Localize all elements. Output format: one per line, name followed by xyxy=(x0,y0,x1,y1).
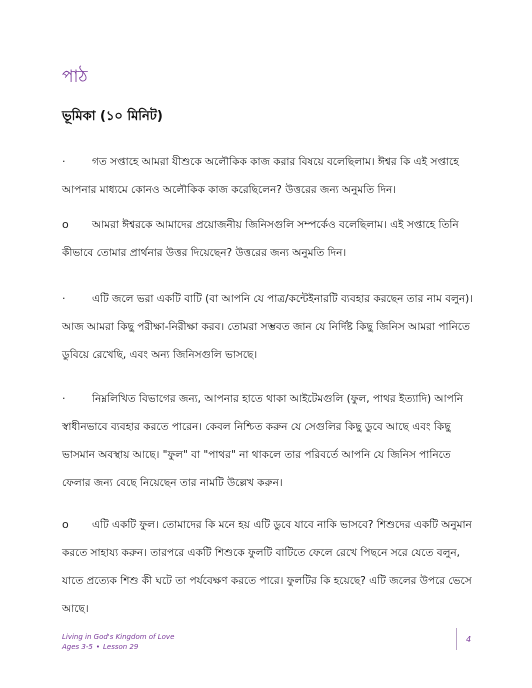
paragraph-text: এটি একটি ফুল। তোমাদের কি মনে হয় এটি ডুবে যাবে নাকি ভাসবে? শিশুদের একটি অনুমান করতে সাহায্য করুন। তারপরে একটি শিশুকে ফুলটি বাটিতে ফেলে রেখে পিছনে সরে যেতে বলুন, যাতে প্রত্যেক শিশু কী ঘটে তা পর্যবেক্ষণ করতে পারে। ফুলটির কি হয়েছে? এটি জলের উপরে ভেসে আছে। xyxy=(62,519,472,615)
paragraph-text: এটি জলে ভরা একটি বাটি (বা আপনি যে পাত্র/কন্টেইনারটি ব্যবহার করছেন তার নাম বলুন)। আজ আমরা কিছু পরীক্ষা-নিরীক্ষা করব। তোমরা সম্ভবত জান যে নির্দিষ্ট কিছু জিনিস আমরা পানিতে ডুবিয়ে রেখেছি, এবং অন্য জিনিসগুলি ভাসছে। xyxy=(62,293,473,361)
bullet-marker: · xyxy=(62,292,66,305)
footer-series-info xyxy=(62,632,174,652)
paragraph-text: নিম্নলিখিত বিভাগের জন্য, আপনার হাতে থাকা আইটেমগুলি (ফুল, পাথর ইত্যাদি) আপনি স্বাধীনভাবে ব্যবহার করতে পারেন। কেবল নিশ্চিত করুন যে সেগুলির কিছু ডুবে আছে এবং কিছু ভাসমান অবস্থায় আছে। "ফুল" বা "পাথর" না থাকলে তার পরিবর্তে আপনি যে জিনিস পানিতে ফেলার জন্য বেছে নিয়েছেন তার নামটি উল্লেখ করুন। xyxy=(62,393,464,489)
bullet-marker: o xyxy=(62,218,69,231)
paragraph-2 xyxy=(62,211,474,267)
footer-series-title: Living in God's Kingdom of Love xyxy=(62,633,175,641)
paragraph-4 xyxy=(62,385,474,497)
footer-lesson-line xyxy=(62,642,174,652)
page-number: 4 xyxy=(466,635,472,644)
footer-separator: • xyxy=(95,643,100,651)
paragraph-5 xyxy=(62,511,474,623)
bullet-marker: · xyxy=(62,155,66,168)
footer-divider xyxy=(456,628,457,650)
footer-lesson: Lesson 29 xyxy=(102,643,139,651)
introduction-heading: ভূমিকা (১০ মিনিট) xyxy=(62,109,163,124)
bullet-marker: o xyxy=(62,518,69,531)
paragraph-text: গত সপ্তাহে আমরা যীশুকে অলৌকিক কাজ করার বিষয়ে বলেছিলাম। ঈশ্বর কি এই সপ্তাহে আপনার মাধ্যমে কোনও অলৌকিক কাজ করেছিলেন? উত্তরের জন্য অনুমতি দিন। xyxy=(62,156,459,196)
section-title: পাঠ xyxy=(62,67,88,87)
paragraph-text: আমরা ঈশ্বরকে আমাদের প্রয়োজনীয় জিনিসগুলি সম্পর্কেও বলেছিলাম। এই সপ্তাহে তিনি কীভাবে তোমার প্রার্থনার উত্তর দিয়েছেন? উত্তরের জন্য অনুমতি দিন। xyxy=(62,219,459,259)
paragraph-1 xyxy=(62,148,474,204)
paragraph-3 xyxy=(62,285,474,369)
bullet-marker: · xyxy=(62,392,66,405)
footer-ages: Ages 3-5 xyxy=(62,643,93,651)
